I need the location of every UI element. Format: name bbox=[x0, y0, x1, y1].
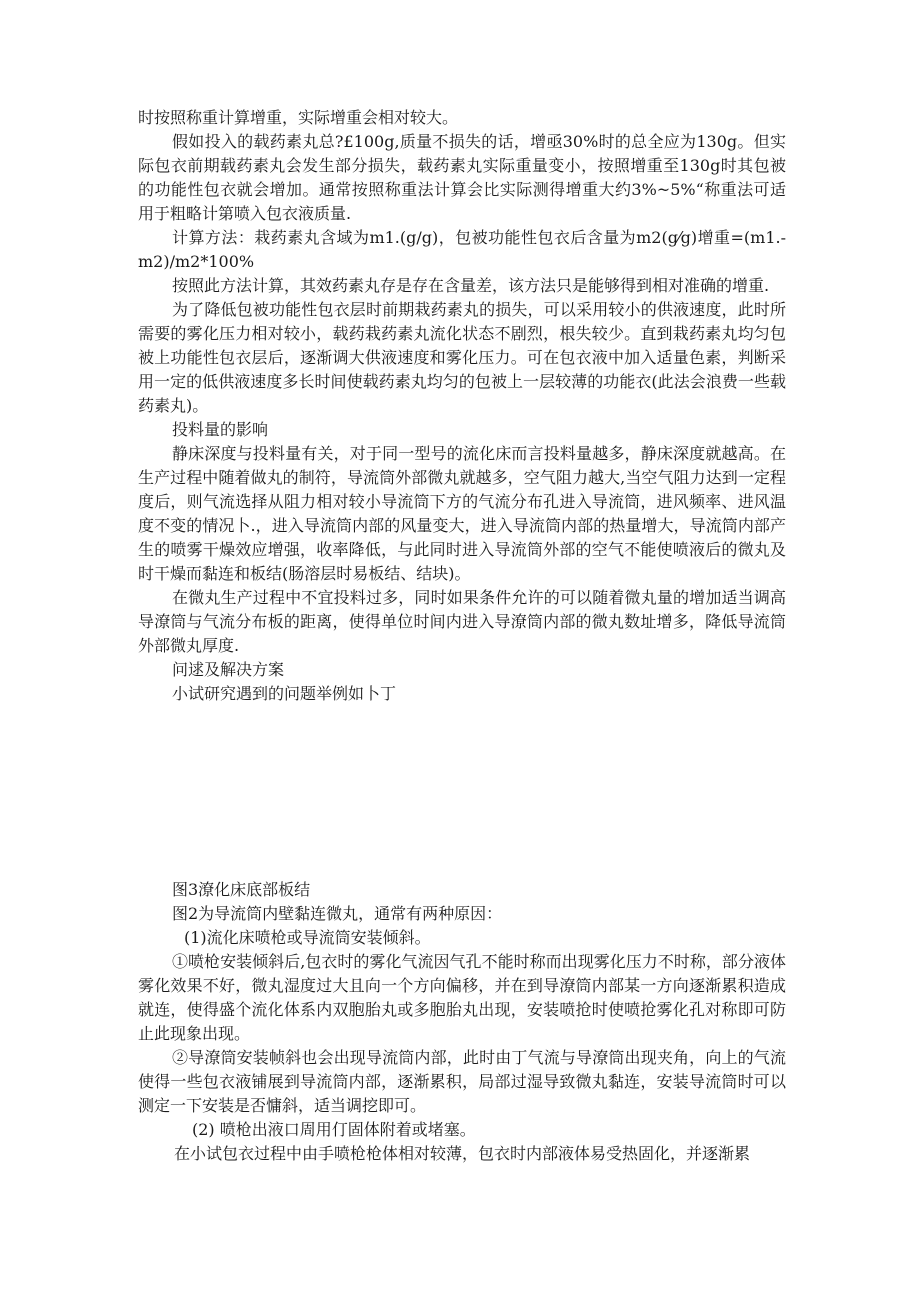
paragraph: 假如投入的载药素丸总?£100g,质量不损失的话，增亟30%时的总全应为130g。但实际包衣前期载药素丸会发生部分损失，载药素丸实际重量变小，按照增重至130g时其包被的功能性包衣就会增加。通常按照称重法计算会比实际测得增重大约3%~5%“称重法可适用于粗略计第喷入包衣液质量. bbox=[138, 132, 786, 223]
paragraph: 按照此方法计算，其效药素丸存是存在含量差，该方法只是能够得到相对准确的增重. bbox=[172, 276, 770, 295]
body-text-top bbox=[138, 106, 786, 706]
body-text-bottom bbox=[138, 878, 786, 1166]
section-heading: 问逑及解决方案 bbox=[172, 660, 285, 679]
paragraph: 时按照称重计算增重，实际增重会相对较大。 bbox=[138, 108, 459, 127]
paragraph: 为了降低包被功能性包衣层时前期栽药素丸的损失，可以采用较小的供液速度，此时所需要的雾化压力相对较小，载药栽药素丸流化状态不剧烈，根失较少。直到栽药素丸均匀包被上功能性包衣层后，逐渐调大供液速度和雾化压力。可在包衣液中加入适量色素，判断采用一定的低供液速度多长时间使载药素丸均匀的包被上一层较薄的功能衣(此法会浪费一些载药素丸)。 bbox=[138, 300, 786, 415]
paragraph: 小试研究遇到的问题举例如卜丁 bbox=[172, 684, 397, 703]
paragraph: 图2为导流筒内壁黏连微丸，通常有两种原因： bbox=[172, 904, 503, 923]
list-heading: (2) 喷枪出液口周用仃固体附着或堵塞。 bbox=[192, 1120, 476, 1139]
paragraph: 计算方法：栽药素丸含域为m1.(g/g)，包被功能性包衣后含量为m2(g⁄g)增重=(m1.-m2)/m2*100% bbox=[138, 228, 786, 271]
list-heading: (1)流化床喷枪或导流筒安装倾斜。 bbox=[184, 928, 431, 947]
paragraph: 在小试包衣过程中由手喷枪枪体相对较薄，包衣时内部液体易受热固化，并逐渐累 bbox=[174, 1144, 751, 1163]
paragraph: 静床深度与投料量有关，对于同一型号的流化床而言投料量越多，静床深度就越高。在生产过程中随着做丸的制符，导流筒外部微丸就越多，空气阻力越大,当空气阻力达到一定程度后，则气流选择从阻力相对较小导流筒下方的气流分布孔进入导流筒，进风频率、进风温度不变的情况卜.，进入导流筒内部的风量变大，进入导流筒内部的热量增大，导流筒内部产生的喷雾干燥效应增强，收率降低，与此同时进入导流筒外部的空气不能使喷液后的微丸及时干燥而黏连和板结(肠溶层时易板结、结块)。 bbox=[138, 444, 786, 583]
paragraph: ①喷枪安装倾斜后,包衣时的雾化气流因气孔不能时称而出现雾化压力不时称，部分液体雾化效果不好，微丸湿度过大且向一个方向偏移，并在到导潦筒内部某一方向逐渐累积造成就连，使得盛个流化体系内双胞胎丸或多胞胎丸出现，安装喷抢时使喷抢雾化孔对称即可防止此现象出现。 bbox=[138, 952, 786, 1043]
figure-caption: 图3潦化床底部板结 bbox=[172, 880, 311, 899]
paragraph: ②导潦筒安装帧斜也会出现导流筒内部，此时由丁气流与导潦筒出现夹角，向上的气流使得一些包衣液铺展到导流筒内部，逐渐累积，局部过湿导致微丸黏连，安装导流筒时可以测定一下安装是否慵斜，适当调挖即可。 bbox=[138, 1048, 786, 1115]
paragraph: 在微丸生产过程中不宜投料过多，同时如果条件允许的可以随着微丸量的增加适当调高导潦筒与气流分布板的距离，使得单位时间内进入导潦筒内部的微丸数址增多，降低导流筒外部微丸厚度. bbox=[138, 588, 786, 655]
section-heading: 投料量的影响 bbox=[172, 420, 269, 439]
